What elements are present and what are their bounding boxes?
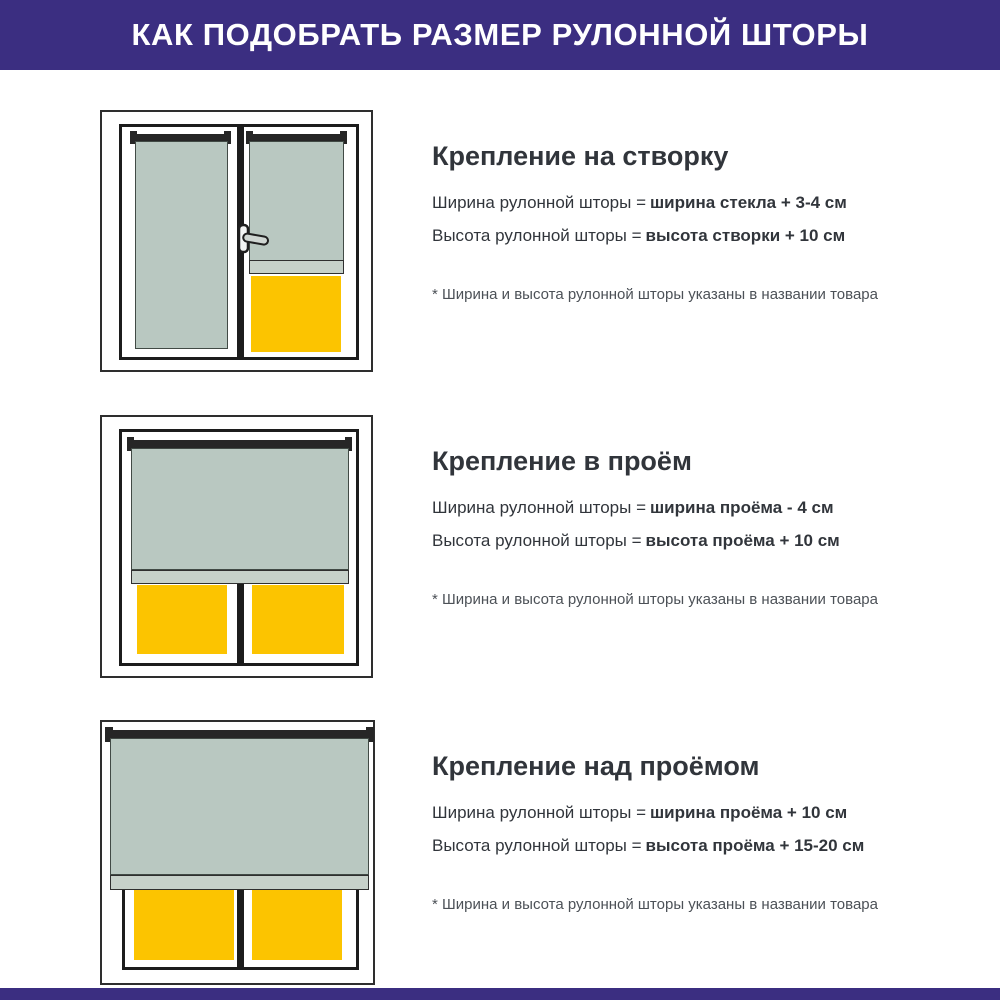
height-formula xyxy=(432,531,840,551)
formula-value: ширина стекла + 3-4 см xyxy=(650,193,847,212)
roller-tube xyxy=(248,134,345,141)
illustration-sash-mount xyxy=(100,110,373,372)
roller-blind-fabric xyxy=(135,141,228,349)
height-formula xyxy=(432,836,864,856)
window-center-divider xyxy=(237,582,244,663)
section-title: Крепление над проёмом xyxy=(432,751,760,781)
roller-blind-fabric xyxy=(110,738,369,875)
formula-value: высота створки + 10 см xyxy=(645,226,846,245)
roller-blind-fabric xyxy=(131,448,349,570)
width-formula xyxy=(432,498,834,518)
section-title: Крепление в проём xyxy=(432,446,692,476)
height-formula xyxy=(432,226,845,246)
formula-value: ширина проёма + 10 см xyxy=(650,803,848,822)
formula-label: Ширина рулонной шторы = xyxy=(432,498,647,517)
blind-bottom-bar xyxy=(249,260,344,274)
formula-label: Ширина рулонной шторы = xyxy=(432,803,647,822)
roller-tube xyxy=(107,730,372,738)
illustration-above-opening-mount xyxy=(100,720,375,985)
blind-bottom-bar xyxy=(110,875,369,890)
section-title: Крепление на створку xyxy=(432,141,729,171)
header-bar xyxy=(0,0,1000,70)
glass-pane xyxy=(137,585,227,654)
page-title: КАК ПОДОБРАТЬ РАЗМЕР РУЛОННОЙ ШТОРЫ xyxy=(131,17,869,52)
formula-value: высота проёма + 10 см xyxy=(645,531,840,550)
roller-tube xyxy=(129,440,350,448)
formula-value: ширина проёма - 4 см xyxy=(650,498,834,517)
formula-label: Ширина рулонной шторы = xyxy=(432,193,647,212)
formula-label: Высота рулонной шторы = xyxy=(432,226,642,245)
illustration-opening-mount xyxy=(100,415,373,678)
footnote: * Ширина и высота рулонной шторы указаны в названии товара xyxy=(432,591,878,608)
blind-bottom-bar xyxy=(131,570,349,584)
width-formula xyxy=(432,803,847,823)
roller-tube xyxy=(132,134,229,141)
footer-bar xyxy=(0,988,1000,1000)
glass-pane xyxy=(251,276,341,352)
formula-value: высота проёма + 15-20 см xyxy=(645,836,865,855)
formula-label: Высота рулонной шторы = xyxy=(432,836,642,855)
width-formula xyxy=(432,193,847,213)
footnote: * Ширина и высота рулонной шторы указаны в названии товара xyxy=(432,896,878,913)
window-handle-icon xyxy=(235,218,273,260)
glass-pane xyxy=(252,585,344,654)
footnote: * Ширина и высота рулонной шторы указаны в названии товара xyxy=(432,286,878,303)
formula-label: Высота рулонной шторы = xyxy=(432,531,642,550)
